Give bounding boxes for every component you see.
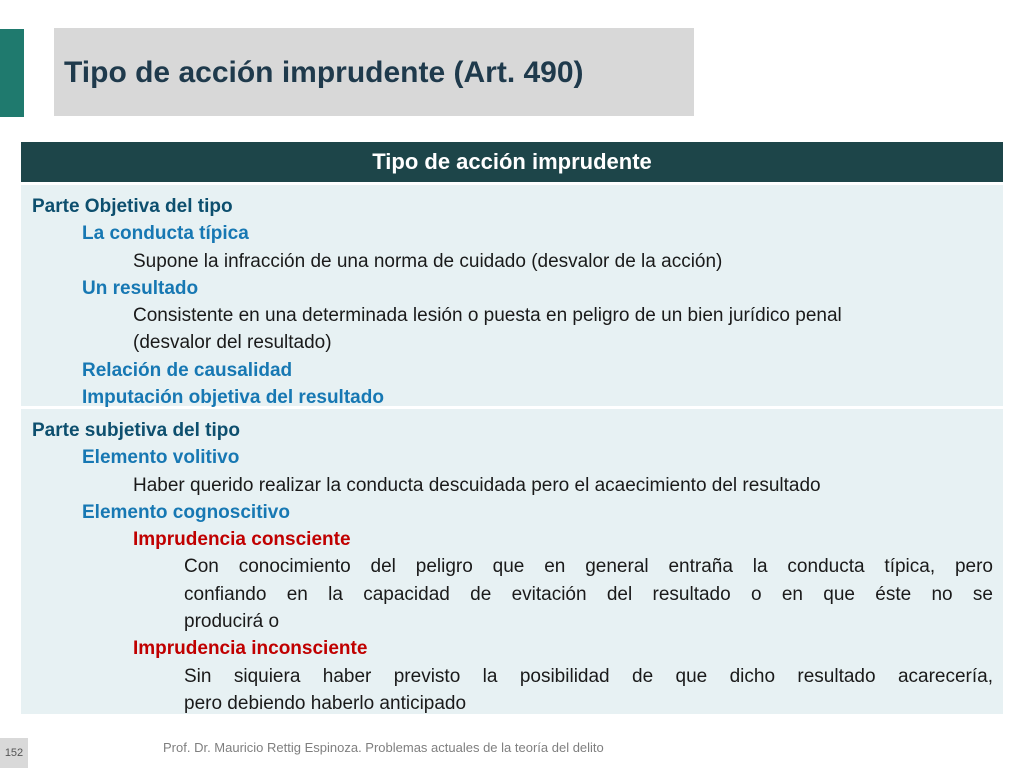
volitivo-text: Haber querido realizar la conducta descuidada pero el acaecimiento del resultado <box>133 474 821 496</box>
content-table <box>21 142 1003 714</box>
volitivo-heading: Elemento volitivo <box>82 447 240 469</box>
objective-section <box>21 182 1003 409</box>
accent-bar <box>0 29 24 117</box>
resultado-text-2: (desvalor del resultado) <box>133 332 332 354</box>
consciente-text-2: confiando en la capacidad de evitación del resultado o en que éste no se <box>184 583 993 605</box>
footer-text: Prof. Dr. Mauricio Rettig Espinoza. Problemas actuales de la teoría del delito <box>163 740 604 755</box>
objective-heading: Parte Objetiva del tipo <box>32 196 233 217</box>
consciente-text-1: Con conocimiento del peligro que en general entraña la conducta típica, pero <box>184 556 993 578</box>
resultado-heading: Un resultado <box>82 277 199 299</box>
table-header: Tipo de acción imprudente <box>21 142 1003 182</box>
imputacion-heading: Imputación objetiva del resultado <box>82 387 384 409</box>
subjective-section <box>21 406 1003 714</box>
subjective-heading: Parte subjetiva del tipo <box>32 420 240 441</box>
slide-title: Tipo de acción imprudente (Art. 490) <box>64 56 584 89</box>
cognoscitivo-heading: Elemento cognoscitivo <box>82 501 290 523</box>
inconsciente-text-2: pero debiendo haberlo anticipado <box>184 692 467 714</box>
page-number: 152 <box>0 738 28 768</box>
inconsciente-heading: Imprudencia inconsciente <box>133 638 368 660</box>
conducta-text: Supone la infracción de una norma de cuidado (desvalor de la acción) <box>133 250 723 272</box>
conducta-heading: La conducta típica <box>82 223 249 245</box>
consciente-heading: Imprudencia consciente <box>133 529 351 551</box>
causalidad-heading: Relación de causalidad <box>82 359 293 381</box>
consciente-text-3: producirá o <box>184 611 280 633</box>
inconsciente-text-1: Sin siquiera haber previsto la posibilidad de que dicho resultado acarecería, <box>184 665 993 687</box>
resultado-text-1: Consistente en una determinada lesión o puesta en peligro de un bien jurídico penal <box>133 305 842 327</box>
